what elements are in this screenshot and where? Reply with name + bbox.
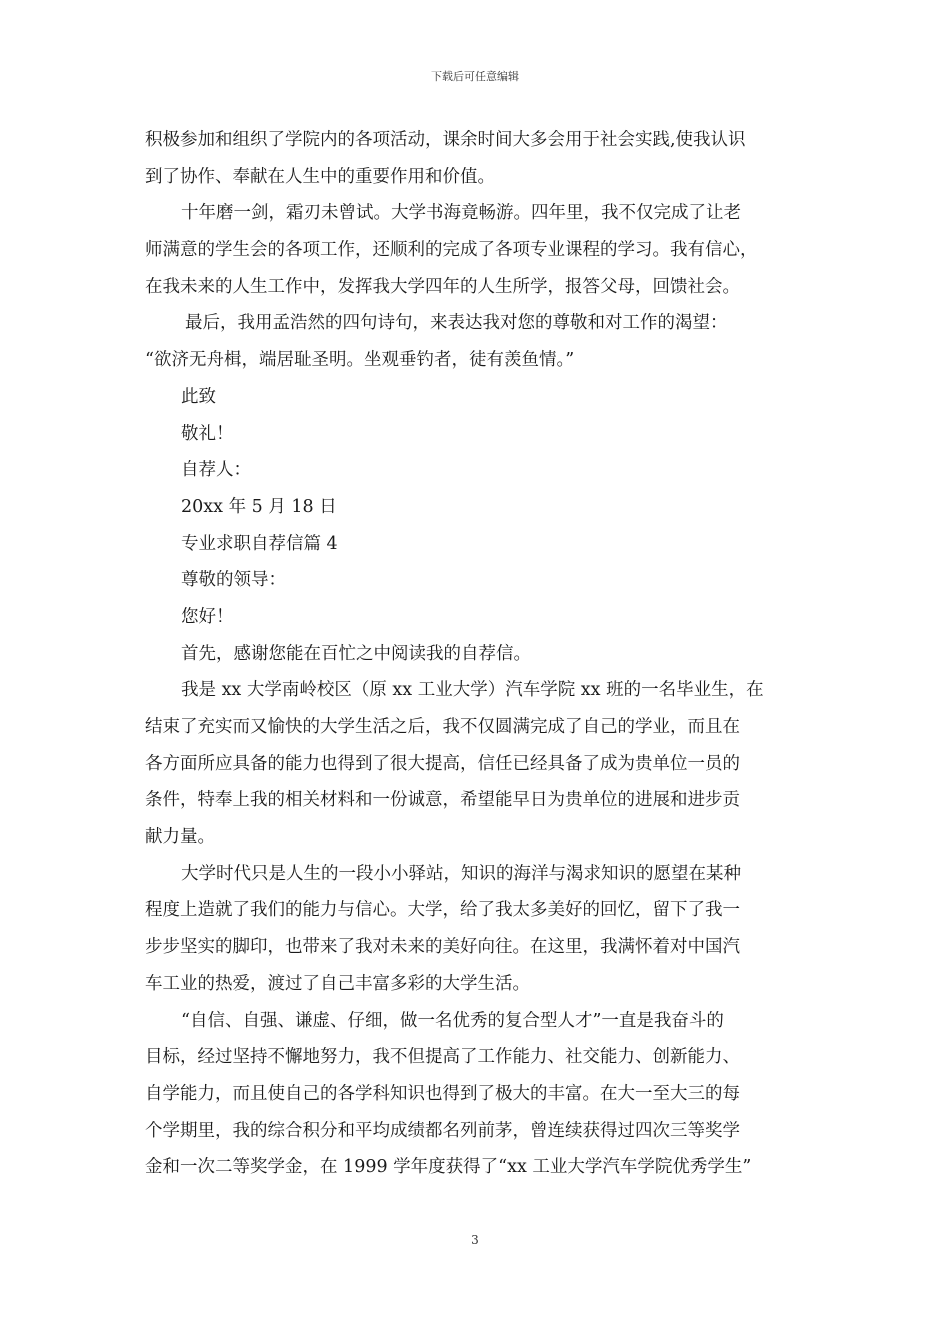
text-line: 程度上造就了我们的能力与信心。大学，给了我太多美好的回忆，留下了我一 [145, 900, 740, 921]
text-line: “自信、自强、谦虚、仔细，做一名优秀的复合型人才”一直是我奋斗的 [181, 1010, 724, 1031]
text-line: “欲济无舟楫，端居耻圣明。坐观垂钓者，徒有羡鱼情。” [145, 350, 575, 371]
text-line: 在我未来的人生工作中，发挥我大学四年的人生所学，报答父母，回馈社会。 [145, 276, 740, 297]
text-line: 结束了充实而又愉快的大学生活之后，我不仅圆满完成了自己的学业，而且在 [145, 717, 740, 737]
text-line: 我是 xx 大学南岭校区（原 xx 工业大学）汽车学院 xx 班的一名毕业生，在 [181, 680, 764, 701]
page-number: 3 [471, 1233, 479, 1247]
letter-body [145, 122, 810, 1186]
text-line: 敬礼！ [181, 423, 234, 444]
text-line: 最后，我用孟浩然的四句诗句，来表达我对您的尊敬和对工作的渴望： [185, 313, 728, 334]
text-line: 各方面所应具备的能力也得到了很大提高，信任已经具备了成为贵单位一员的 [145, 753, 740, 774]
text-line: 首先，感谢您能在百忙之中阅读我的自荐信。 [181, 643, 531, 664]
text-line: 师满意的学生会的各项工作，还顺利的完成了各项专业课程的学习。我有信心， [145, 240, 758, 261]
text-line: 尊敬的领导： [181, 570, 286, 591]
text-line: 自学能力，而且使自己的各学科知识也得到了极大的丰富。在大一至大三的每 [145, 1083, 740, 1104]
text-line: 大学时代只是人生的一段小小驿站，知识的海洋与渴求知识的愿望在某种 [181, 863, 741, 884]
text-line: 您好！ [181, 606, 234, 627]
text-line: 步步坚实的脚印，也带来了我对未来的美好向往。在这里，我满怀着对中国汽 [145, 937, 740, 958]
text-line: 条件，特奉上我的相关材料和一份诚意，希望能早日为贵单位的进展和进步贡 [145, 790, 740, 811]
text-line: 目标，经过坚持不懈地努力，我不但提高了工作能力、社交能力、创新能力、 [145, 1047, 740, 1068]
text-line: 20xx 年 5 月 18 日 [181, 496, 337, 517]
text-line: 积极参加和组织了学院内的各项活动，课余时间大多会用于社会实践,使我认识 [145, 130, 746, 150]
text-line: 十年磨一剑，霜刃未曾试。大学书海竟畅游。四年里，我不仅完成了让老 [181, 203, 741, 224]
text-line: 此致 [181, 386, 216, 407]
text-line: 金和一次二等奖学金，在 1999 学年度获得了“xx 工业大学汽车学院优秀学生” [145, 1157, 752, 1178]
text-line: 自荐人： [181, 460, 251, 481]
text-line: 车工业的热爱，渡过了自己丰富多彩的大学生活。 [145, 973, 530, 994]
text-line: 个学期里，我的综合积分和平均成绩都名列前茅，曾连续获得过四次三等奖学 [145, 1120, 740, 1141]
text-line: 献力量。 [145, 827, 215, 848]
page-header: 下载后可任意编辑 [431, 70, 519, 83]
text-line: 专业求职自荐信篇 4 [181, 533, 338, 554]
text-line: 到了协作、奉献在人生中的重要作用和价值。 [145, 166, 495, 187]
